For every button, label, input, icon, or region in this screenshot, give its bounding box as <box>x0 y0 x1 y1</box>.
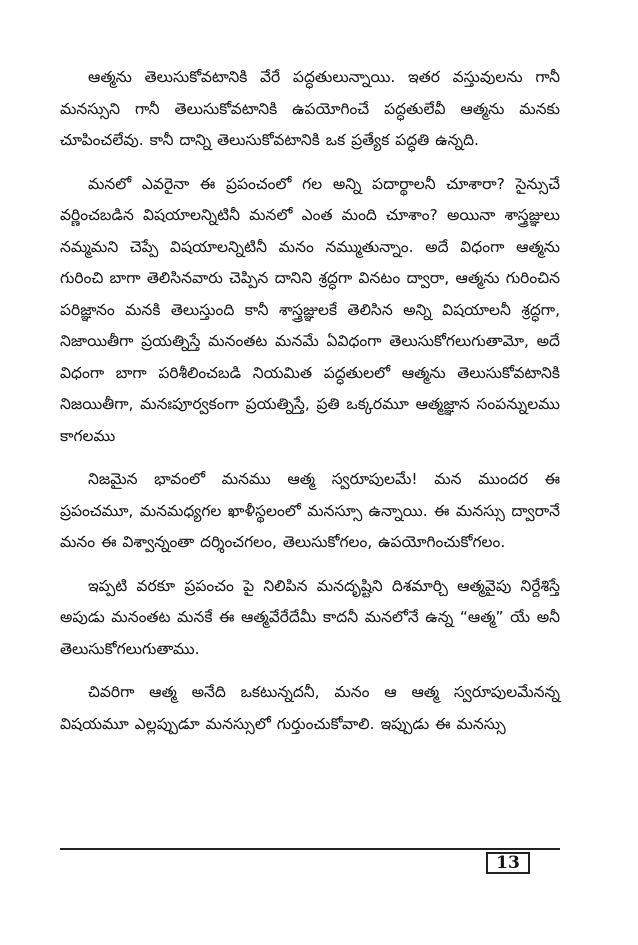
page-number: 13 <box>486 852 530 874</box>
paragraph-3: నిజమైన భావంలో మనము ఆత్మ స్వరూపులమే! మన ముందర ఈ ప్రపంచమూ, మనమధ్యగల ఖాళీస్థలంలో మనస్సూ ఉన్నాయి. ఈ మనస్సు ద్వారానే మనం ఈ విశ్వాన్నంతా దర్శించగలం, తెలుసుకోగలం, ఉపయోగించుకోగలం. <box>60 470 560 551</box>
paragraph-4: ఇప్పటి వరకూ ప్రపంచం పై నిలిపిన మనదృష్టిని దిశమార్చి ఆత్మవైపు నిర్దేశిస్తే అపుడు మనంతట మనకే ఈ ఆత్మవేరేదేమీ కాదనీ మనలోనే ఉన్న “ఆత్మ” యే అనీ తెలుసుకోగలుగుతాము. <box>60 576 560 658</box>
paragraph-2: మనలో ఎవరైనా ఈ ప్రపంచంలో గల అన్ని పదార్థాలనీ చూశారా? సైన్సుచే వర్ణించబడిన విషయాలన్నిటినీ మనలో ఎంత మంది చూశాం? అయినా శాస్త్రజ్ఞులు నమ్మమని చెప్పే విషయాలన్నిటినీ మనం నమ్ముతున్నాం. అదే విధంగా ఆత్మను గురించి బాగా తెలిసినవారు చెప్పిన దానిని శ్రద్ధగా వినటం ద్వారా, ఆత్మను గురించిన పరిజ్ఞానం మనకి తెలుస్తుంది కానీ శాస్త్రజ్ఞులకే తెలిసిన అన్ని విషయాలనీ శ్రద్ధగా, నిజాయితీగా ప్రయత్నిస్తే మనంతట మనమే ఏవిధంగా తెలుసుకోగలుగుతామో, అదే విధంగా బాగా పరిశీలించబడి నియమిత పద్ధతులలో ఆత్మను తెలుసుకోవటానికి నిజయితీగా, మనఃపూర్వకంగా ప్రయత్నిస్తే, ప్రతి ఒక్కరమూ ఆత్మజ్ఞాన సంపన్నులము కాగలము <box>60 174 560 445</box>
paragraph-5: చివరిగా ఆత్మ అనేది ఒకటున్నదనీ, మనం ఆ ఆత్మ స్వరూపులమేనన్న విషయమూ ఎల్లప్పుడూ మనస్సులో గుర్తుంచుకోవాలి. ఇప్పుడు ఈ మనస్సు <box>60 683 560 733</box>
footer-rule <box>60 848 560 850</box>
page-body <box>60 62 560 752</box>
paragraph-1: ఆత్మను తెలుసుకోవటానికి వేరే పద్ధతులున్నాయి. ఇతర వస్తువులను గానీ మనస్సుని గానీ తెలుసుకోవటానికి ఉపయోగించే పద్ధతులేవీ ఆత్మను మనకు చూపించలేవు. కానీ దాన్ని తెలుసుకోవటానికి ఒక ప్రత్యేక పద్ధతి ఉన్నది. <box>60 68 560 149</box>
